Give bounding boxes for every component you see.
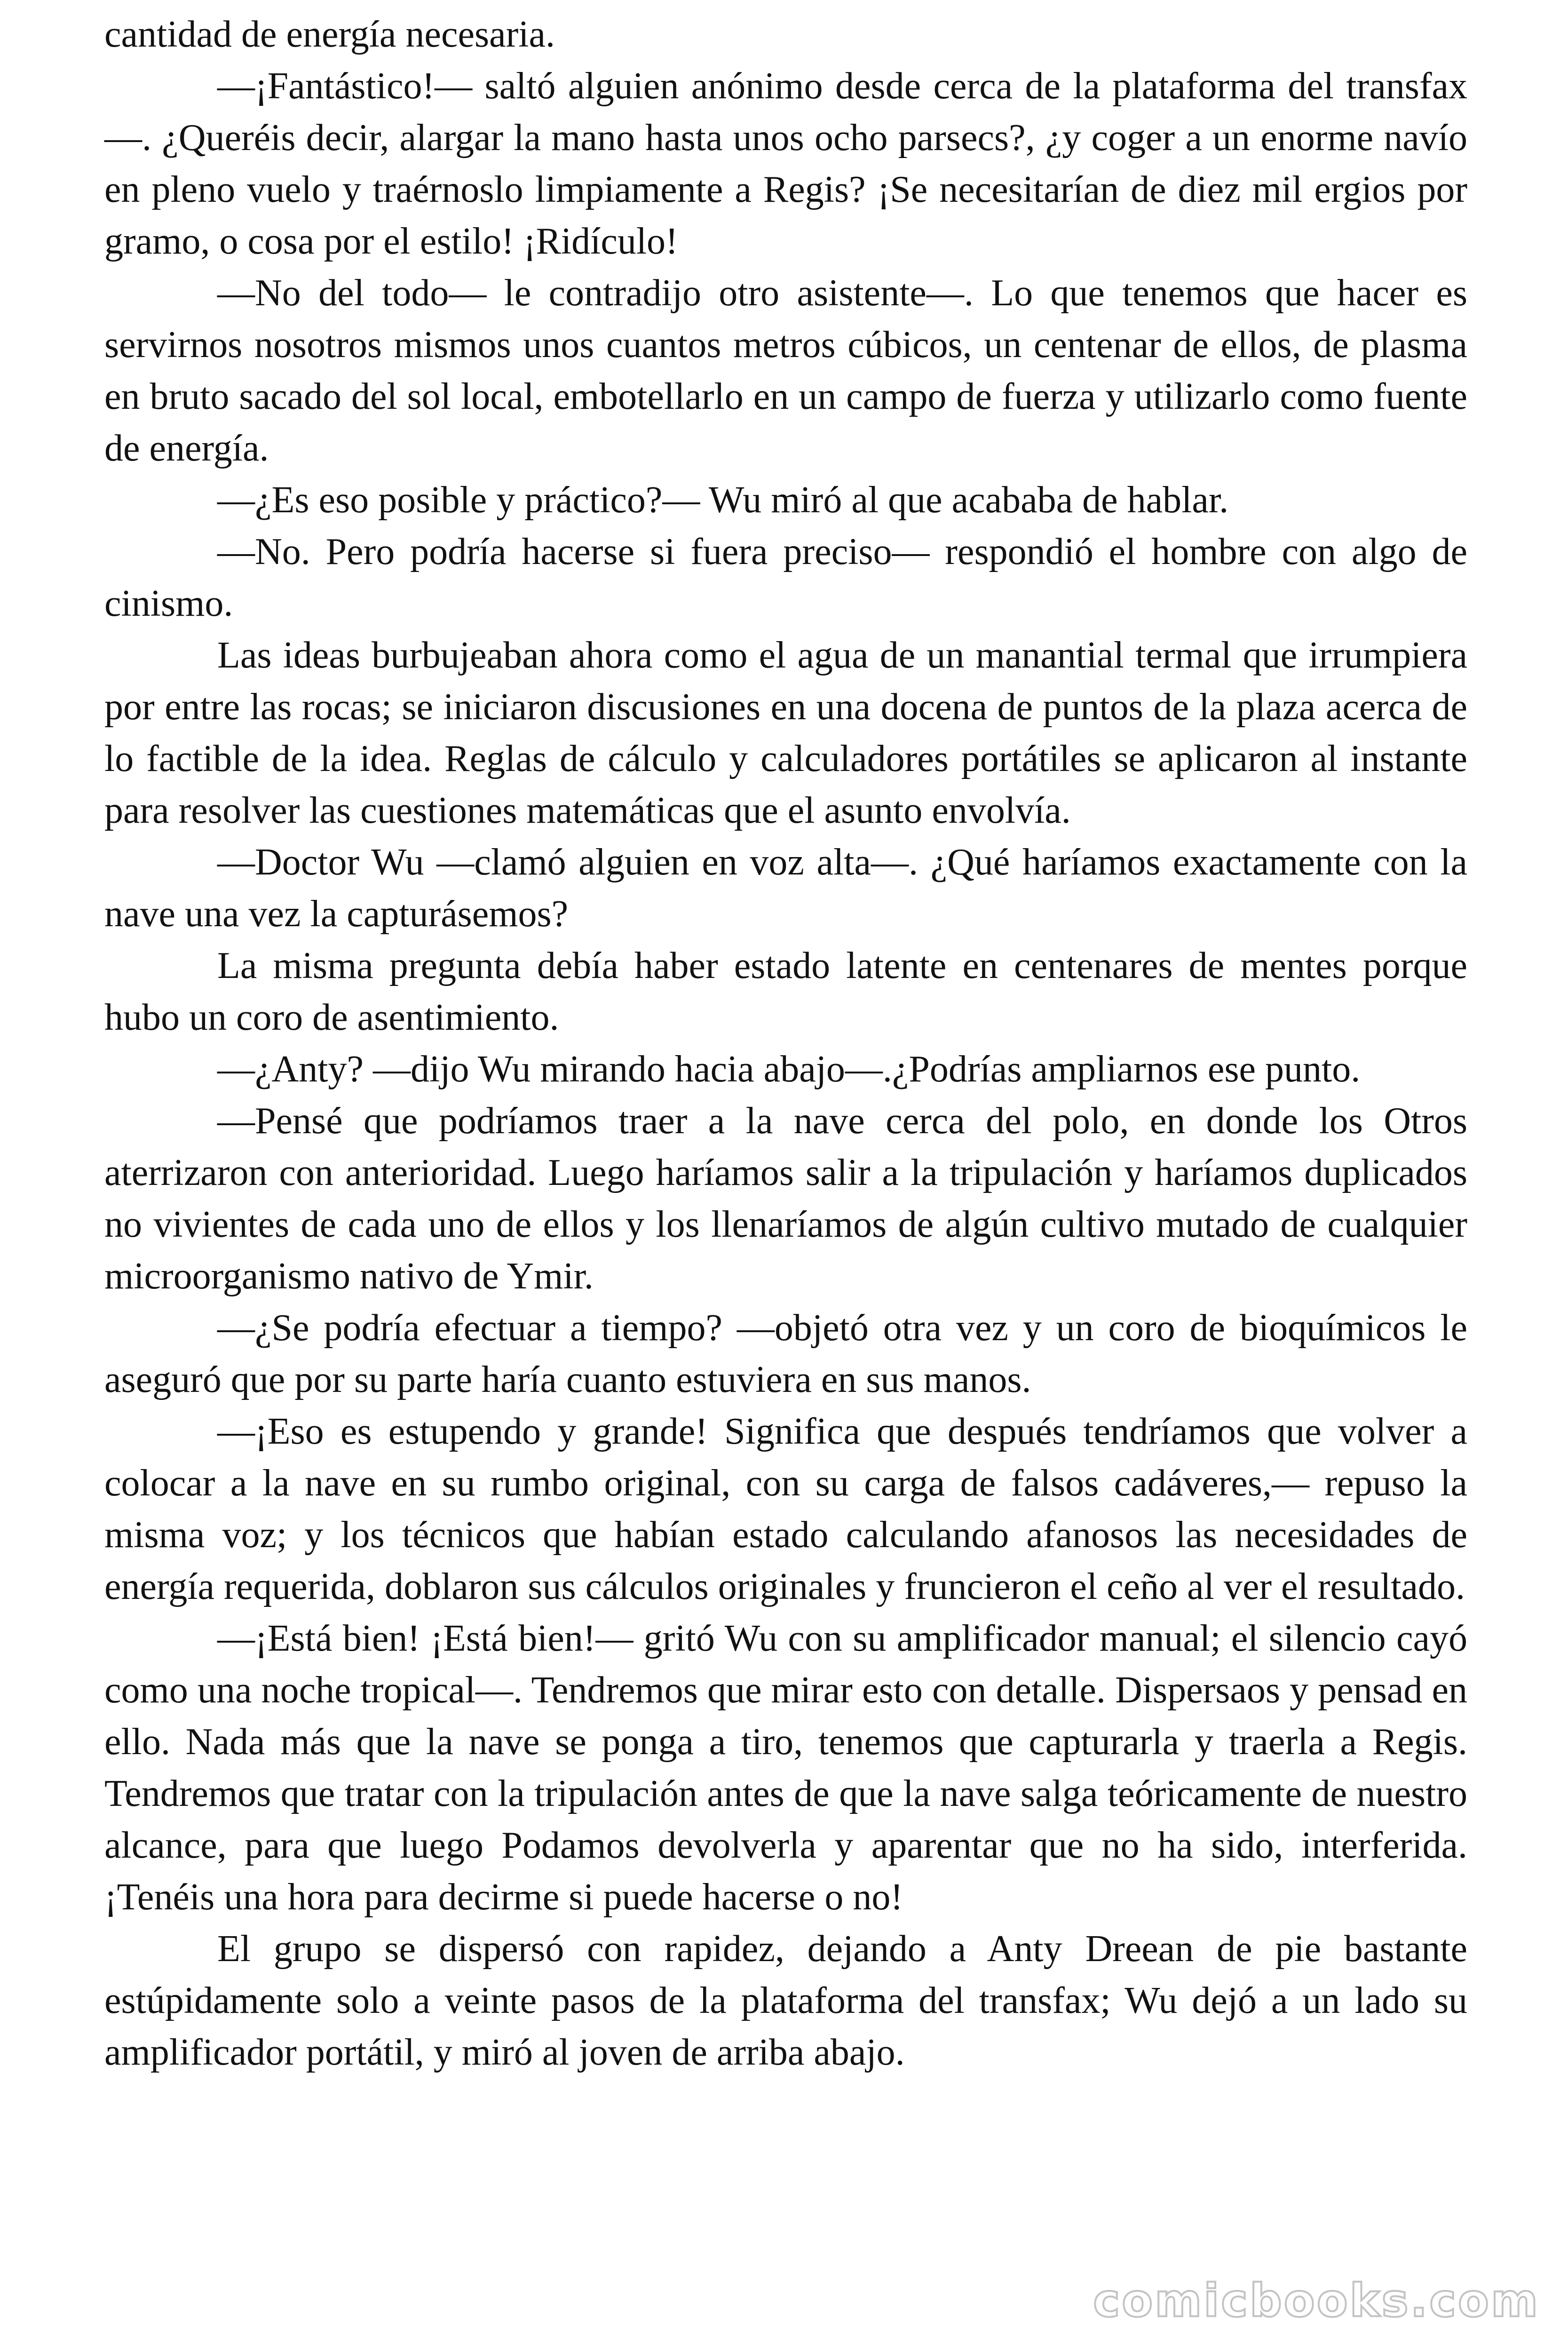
paragraph-5: —No. Pero podría hacerse si fuera preciso— respondió el hombre con algo de cinismo. <box>104 531 1467 624</box>
paragraph-12: —¡Eso es estupendo y grande! Significa que después tendríamos que volver a colocar a la nave en su rumbo original, con su carga de falsos cadáveres,— repuso la misma voz; y los técnicos que habían estado calculando afanosos las necesidades de energía requerida, doblaron sus cálculos originales y fruncieron el ceño al ver el resultado. <box>104 1411 1467 1607</box>
paragraph-3: —No del todo— le contradijo otro asistente—. Lo que tenemos que hacer es servirnos nosotros mismos unos cuantos metros cúbicos, un centenar de ellos, de plasma en bruto sacado del sol local, embotellarlo en un campo de fuerza y utilizarlo como fuente de energía. <box>104 272 1467 469</box>
paragraph-14: El grupo se dispersó con rapidez, dejando a Anty Dreean de pie bastante estúpidamente solo a veinte pasos de la plataforma del transfax; Wu dejó a un lado su amplificador portátil, y miró al joven de arriba abajo. <box>104 1928 1467 2073</box>
paragraph-4: —¿Es eso posible y práctico?— Wu miró al que acababa de hablar. <box>217 479 1229 521</box>
paragraph-6: Las ideas burbujeaban ahora como el agua de un manantial termal que irrumpiera por entre las rocas; se iniciaron discusiones en una docena de puntos de la plaza acerca de lo factible de la idea. Reglas de cálculo y calculadores portátiles se aplicaron al instante para resolver las cuestiones matemáticas que el asunto envolvía. <box>104 635 1467 831</box>
paragraph-13: —¡Está bien! ¡Está bien!— gritó Wu con su amplificador manual; el silencio cayó como una noche tropical—. Tendremos que mirar esto con detalle. Dispersaos y pensad en ello. Nada más que la nave se ponga a tiro, tenemos que capturarla y traerla a Regis. Tendremos que tratar con la tripulación antes de que la nave salga teóricamente de nuestro alcance, para que luego Podamos devolverla y aparentar que no ha sido, interferida. ¡Tenéis una hora para decirme si puede hacerse o no! <box>104 1618 1467 1918</box>
paragraph-2: —¡Fantástico!— saltó alguien anónimo desde cerca de la plataforma del transfax—. ¿Queréis decir, alargar la mano hasta unos ocho parsecs?, ¿y coger a un enorme navío en pleno vuelo y traérnoslo limpiamente a Regis? ¡Se necesitarían de diez mil ergios por gramo, o cosa por el estilo! ¡Ridículo! <box>104 65 1467 262</box>
paragraph-10: —Pensé que podríamos traer a la nave cerca del polo, en donde los Otros aterrizaron con anterioridad. Luego haríamos salir a la tripulación y haríamos duplicados no vivientes de cada uno de ellos y los llenaríamos de algún cultivo mutado de cualquier microorganismo nativo de Ymir. <box>104 1100 1467 1297</box>
paragraph-1: cantidad de energía necesaria. <box>104 14 555 55</box>
watermark-logo: comicbooks.com <box>1093 2274 1540 2327</box>
paragraph-7: —Doctor Wu —clamó alguien en voz alta—. ¿Qué haríamos exactamente con la nave una vez la capturásemos? <box>104 842 1467 935</box>
paragraph-8: La misma pregunta debía haber estado latente en centenares de mentes porque hubo un coro de asentimiento. <box>104 945 1467 1038</box>
paragraph-9: —¿Anty? —dijo Wu mirando hacia abajo—.¿Podrías ampliarnos ese punto. <box>217 1049 1361 1090</box>
paragraph-11: —¿Se podría efectuar a tiempo? —objetó otra vez y un coro de bioquímicos le aseguró que por su parte haría cuanto estuviera en sus manos. <box>104 1307 1467 1400</box>
page-body-text <box>104 8 1467 2078</box>
